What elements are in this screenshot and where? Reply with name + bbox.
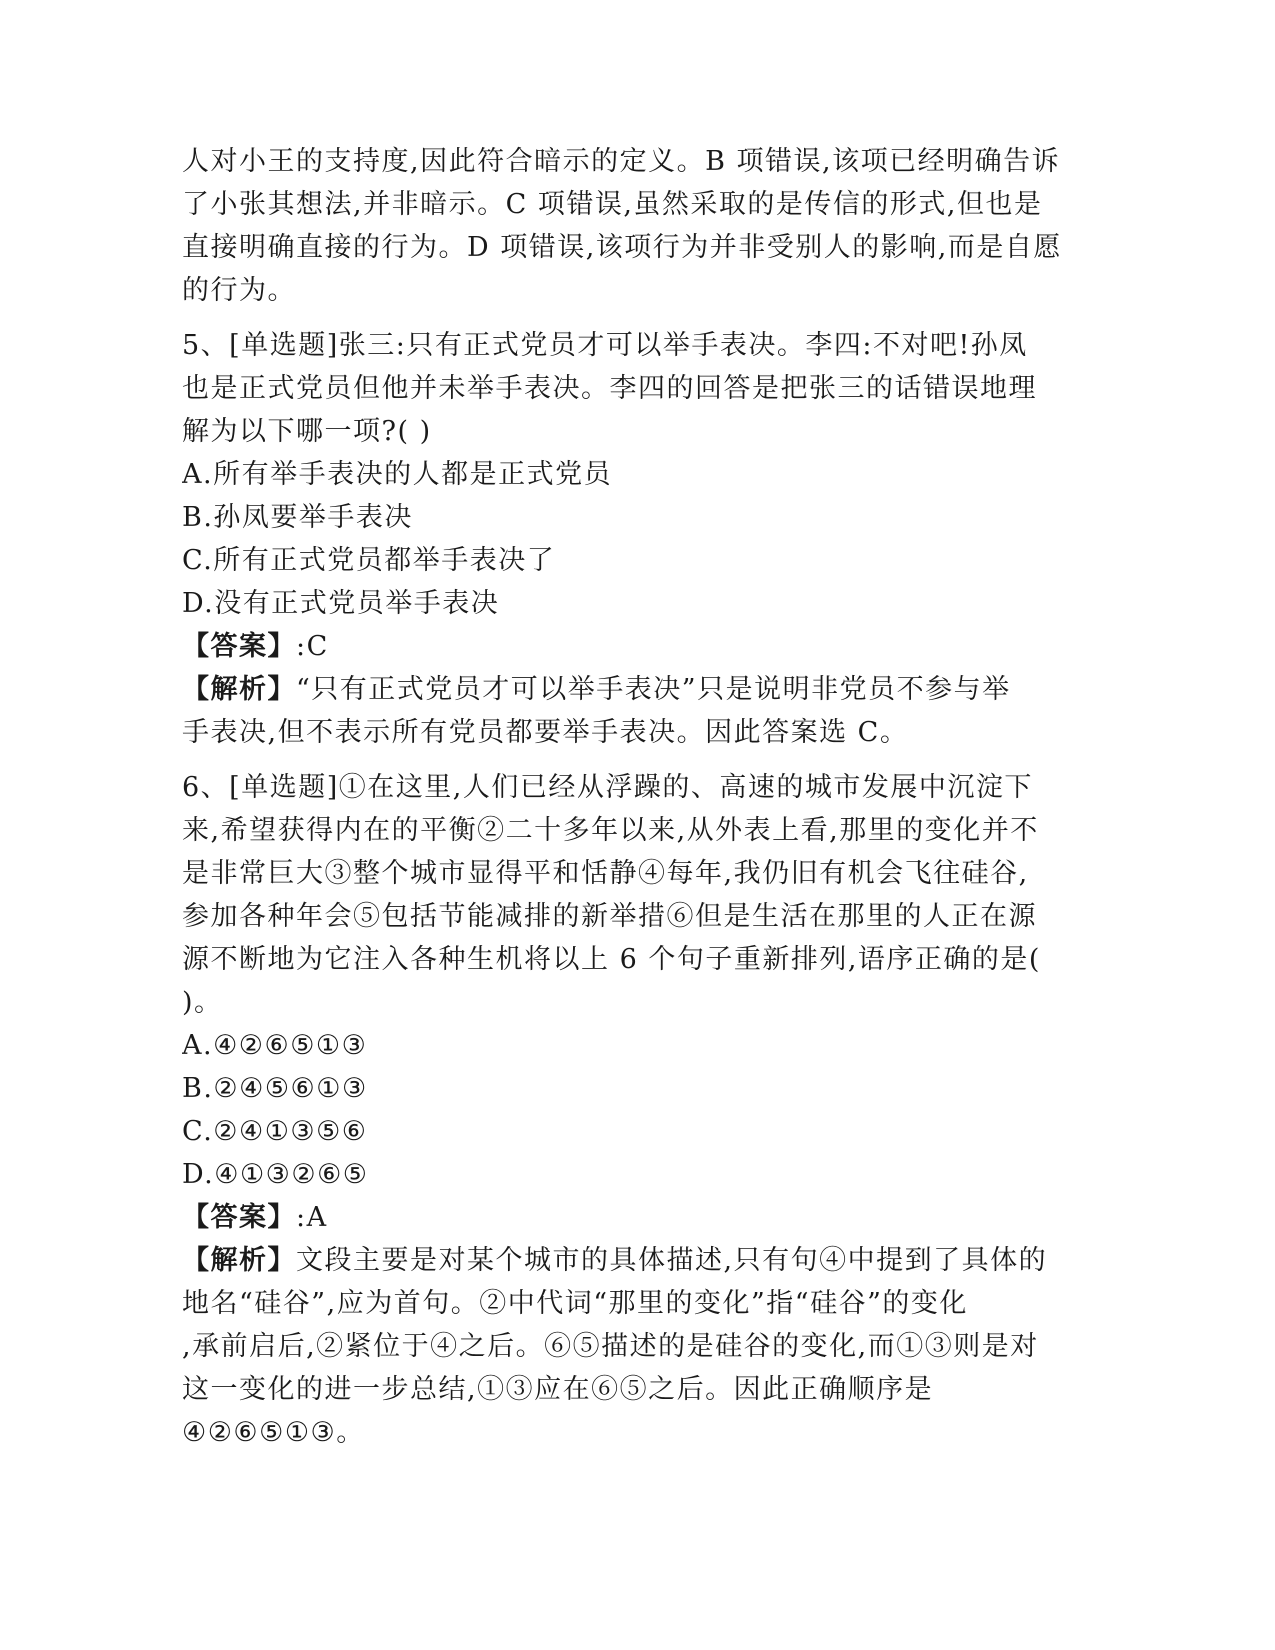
option-c: C.所有正式党员都举手表决了 bbox=[182, 545, 556, 576]
question-stem-line: 源不断地为它注入各种生机将以上 6 个句子重新排列,语序正确的是( bbox=[182, 944, 1041, 975]
analysis-line: 手表决,但不表示所有党员都要举手表决。因此答案选 C。 bbox=[182, 717, 909, 748]
question-stem-line: )。 bbox=[182, 987, 223, 1018]
analysis-text: 文段主要是对某个城市的具体描述,只有句④中提到了具体的 bbox=[296, 1245, 1048, 1276]
question-stem-line: 参加各种年会⑤包括节能减排的新举措⑥但是生活在那里的人正在源 bbox=[182, 901, 1037, 932]
option-b: B.②④⑤⑥①③ bbox=[182, 1073, 368, 1104]
option-a: A.所有举手表决的人都是正式党员 bbox=[182, 459, 613, 490]
option-d: D.④①③②⑥⑤ bbox=[182, 1159, 369, 1190]
answer-line bbox=[182, 1196, 1082, 1239]
document-page bbox=[182, 140, 1082, 1454]
question-stem-line: 5、[单选题]张三:只有正式党员才可以举手表决。李四:不对吧!孙凤 bbox=[182, 330, 1028, 361]
question-6 bbox=[182, 766, 1082, 1454]
answer-line bbox=[182, 625, 1082, 668]
option-b: B.孙凤要举手表决 bbox=[182, 502, 413, 533]
analysis-tag: 【解析】 bbox=[182, 674, 296, 705]
question-stem-line: 6、[单选题]①在这里,人们已经从浮躁的、高速的城市发展中沉淀下 bbox=[182, 772, 1033, 803]
question-stem-line: 来,希望获得内在的平衡②二十多年以来,从外表上看,那里的变化并不 bbox=[182, 815, 1039, 846]
question-stem-line: 也是正式党员但他并未举手表决。李四的回答是把张三的话错误地理 bbox=[182, 373, 1037, 404]
option-d: D.没有正式党员举手表决 bbox=[182, 588, 500, 619]
spacer bbox=[182, 754, 1082, 766]
answer-value: :A bbox=[296, 1202, 328, 1233]
answer-tag: 【答案】 bbox=[182, 1202, 296, 1233]
analysis-text: “只有正式党员才可以举手表决”只是说明非党员不参与举 bbox=[296, 674, 1011, 705]
answer-tag: 【答案】 bbox=[182, 631, 296, 662]
text-line: 人对小王的支持度,因此符合暗示的定义。B 项错误,该项已经明确告诉 bbox=[182, 146, 1061, 177]
analysis-tag: 【解析】 bbox=[182, 1245, 296, 1276]
answer-value: :C bbox=[296, 631, 329, 662]
question-stem-line: 是非常巨大③整个城市显得平和恬静④每年,我仍旧有机会飞往硅谷, bbox=[182, 858, 1029, 889]
analysis-line: ,承前启后,②紧位于④之后。⑥⑤描述的是硅谷的变化,而①③则是对 bbox=[182, 1331, 1039, 1362]
text-line: 的行为。 bbox=[182, 275, 296, 306]
question-stem-line: 解为以下哪一项?( ) bbox=[182, 416, 432, 447]
analysis-line: 地名“硅谷”,应为首句。②中代词“那里的变化”指“硅谷”的变化 bbox=[182, 1288, 968, 1319]
analysis-line: 这一变化的进一步总结,①③应在⑥⑤之后。因此正确顺序是 bbox=[182, 1374, 934, 1405]
analysis-line: ④②⑥⑤①③。 bbox=[182, 1417, 365, 1448]
analysis-line bbox=[182, 1239, 1082, 1282]
text-line: 直接明确直接的行为。D 项错误,该项行为并非受别人的影响,而是自愿 bbox=[182, 232, 1062, 263]
option-c: C.②④①③⑤⑥ bbox=[182, 1116, 368, 1147]
previous-explanation bbox=[182, 140, 1082, 312]
spacer bbox=[182, 312, 1082, 324]
question-5 bbox=[182, 324, 1082, 754]
text-line: 了小张其想法,并非暗示。C 项错误,虽然采取的是传信的形式,但也是 bbox=[182, 189, 1043, 220]
option-a: A.④②⑥⑤①③ bbox=[182, 1030, 368, 1061]
analysis-line bbox=[182, 668, 1082, 711]
